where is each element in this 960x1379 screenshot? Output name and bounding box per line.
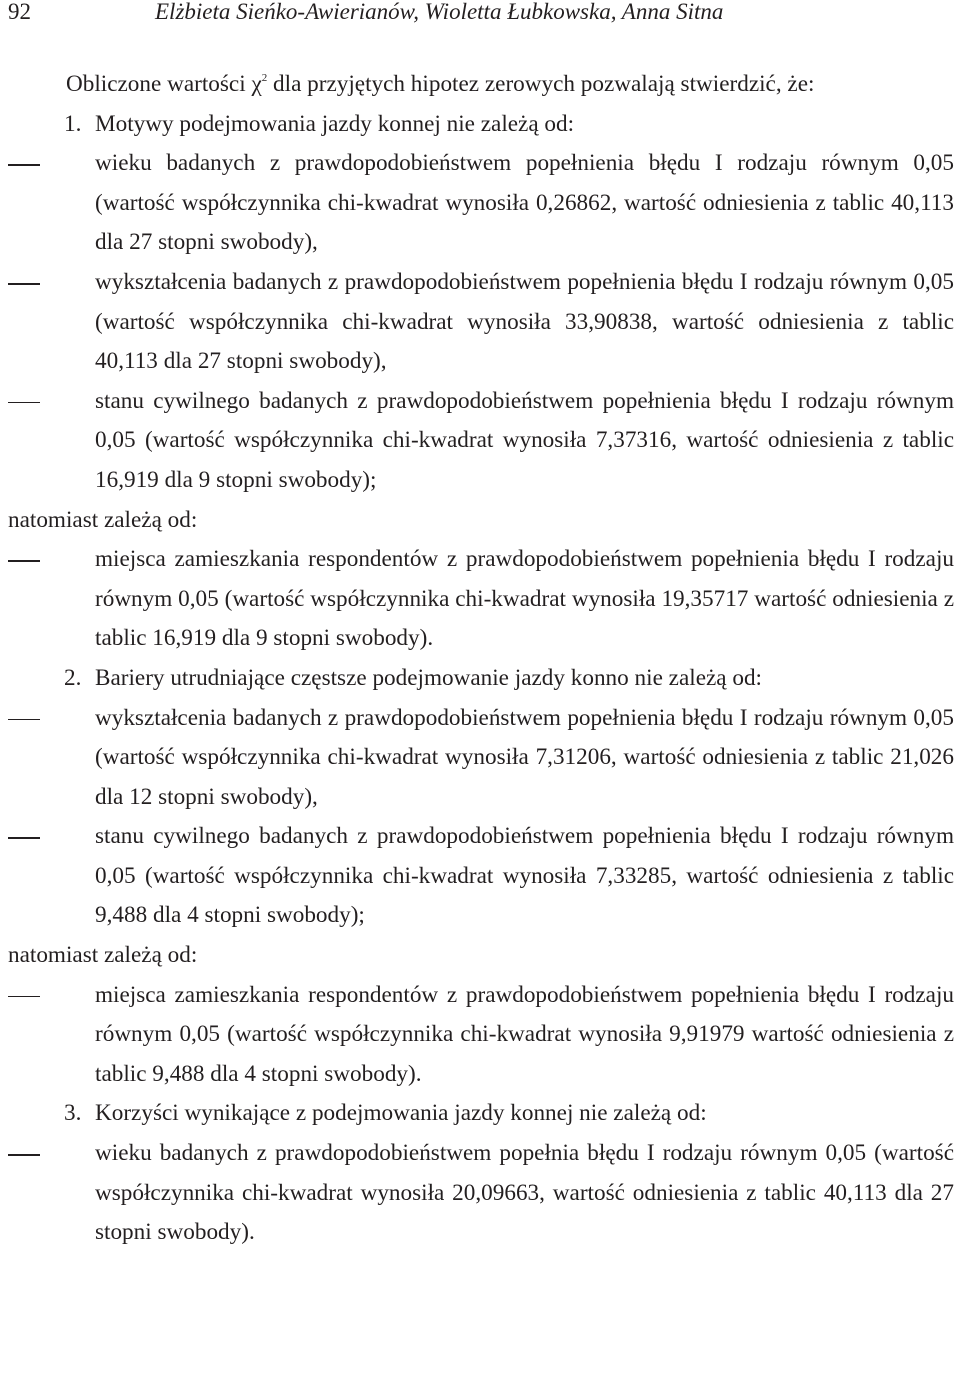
page-number: 92	[8, 0, 31, 24]
list-item-text: wykształcenia badanych z prawdopodobieństwem popełnienia błędu I rodzaju równym 0,05 (wartość współczynnika chi-kwadrat wynosiła 33,90838, wartość odniesienia z tablic 40,113 dla 27 stopni swobody),	[95, 268, 954, 375]
list-item	[8, 382, 954, 501]
running-head	[8, 0, 952, 24]
list-item	[8, 263, 954, 382]
list-item	[8, 817, 954, 936]
list-item	[8, 540, 954, 659]
intro-text-start: Obliczone wartości	[66, 71, 252, 97]
contrast-label: natomiast zależą od:	[8, 506, 198, 533]
list-item	[8, 699, 954, 818]
conclusion-heading-1	[8, 105, 954, 145]
conclusion-heading-text: Motywy podejmowania jazdy konnej nie zależą od:	[95, 110, 575, 137]
conclusion-number: 2.	[64, 664, 82, 691]
intro-text-end: dla przyjętych hipotez zerowych pozwalają stwierdzić, że:	[267, 71, 815, 97]
intro-paragraph	[8, 65, 954, 105]
running-head-authors: Elżbieta Sieńko-Awierianów, Wioletta Łubkowska, Anna Sitna	[155, 0, 724, 24]
conclusion-heading-2	[8, 659, 954, 699]
list-item-text: stanu cywilnego badanych z prawdopodobieństwem popełnienia błędu I rodzaju równym 0,05 (wartość współczynnika chi-kwadrat wynosiła 7,37316, wartość odniesienia z tablic 16,919 dla 9 stopni swobody);	[95, 387, 954, 493]
conclusion-number: 1.	[64, 110, 82, 137]
list-item-text: stanu cywilnego badanych z prawdopodobieństwem popełnienia błędu I rodzaju równym 0,05 (wartość współczynnika chi-kwadrat wynosiła 7,33285, wartość odniesienia z tablic 9,488 dla 4 stopni swobody);	[95, 823, 954, 929]
chi-symbol: χ	[251, 71, 262, 97]
list-item-text: wieku badanych z prawdopodobieństwem popełnienia błędu I rodzaju równym 0,05 (wartość współczynnika chi-kwadrat wynosiła 0,26862, wartość odniesienia z tablic 40,113 dla 27 stopni swobody),	[95, 150, 954, 256]
conclusion-number: 3.	[64, 1100, 82, 1127]
conclusion-heading-text: Bariery utrudniające częstsze podejmowanie jazdy konno nie zależą od:	[95, 664, 762, 691]
list-item-text: wykształcenia badanych z prawdopodobieństwem popełnienia błędu I rodzaju równym 0,05 (wartość współczynnika chi-kwadrat wynosiła 7,31206, wartość odniesienia z tablic 21,026 dla 12 stopni swobody),	[95, 704, 954, 810]
contrast-label: natomiast zależą od:	[8, 942, 198, 969]
list-item-text: miejsca zamieszkania respondentów z prawdopodobieństwem popełnienia błędu I rodzaju równym 0,05 (wartość współczynnika chi-kwadrat wynosiła 19,35717 wartość odniesienia z tablic 16,919 dla 9 stopni swobody).	[95, 546, 954, 652]
list-item	[8, 144, 954, 263]
list-item-text: wieku badanych z prawdopodobieństwem popełnia błędu I rodzaju równym 0,05 (wartość współczynnika chi-kwadrat wynosiła 20,09663, wartość odniesienia z tablic 40,113 dla 27 stopni swobody).	[95, 1140, 954, 1246]
conclusion-heading-3	[8, 1094, 954, 1134]
chi-superscript: 2	[261, 72, 268, 84]
body-text	[8, 65, 954, 1253]
list-item	[8, 1134, 954, 1253]
list-item-text: miejsca zamieszkania respondentów z prawdopodobieństwem popełnienia błędu I rodzaju równym 0,05 (wartość współczynnika chi-kwadrat wynosiła 9,91979 wartość odniesienia z tablic 9,488 dla 4 stopni swobody).	[95, 981, 954, 1087]
list-item	[8, 976, 954, 1095]
conclusion-heading-text: Korzyści wynikające z podejmowania jazdy konnej nie zależą od:	[95, 1100, 707, 1127]
